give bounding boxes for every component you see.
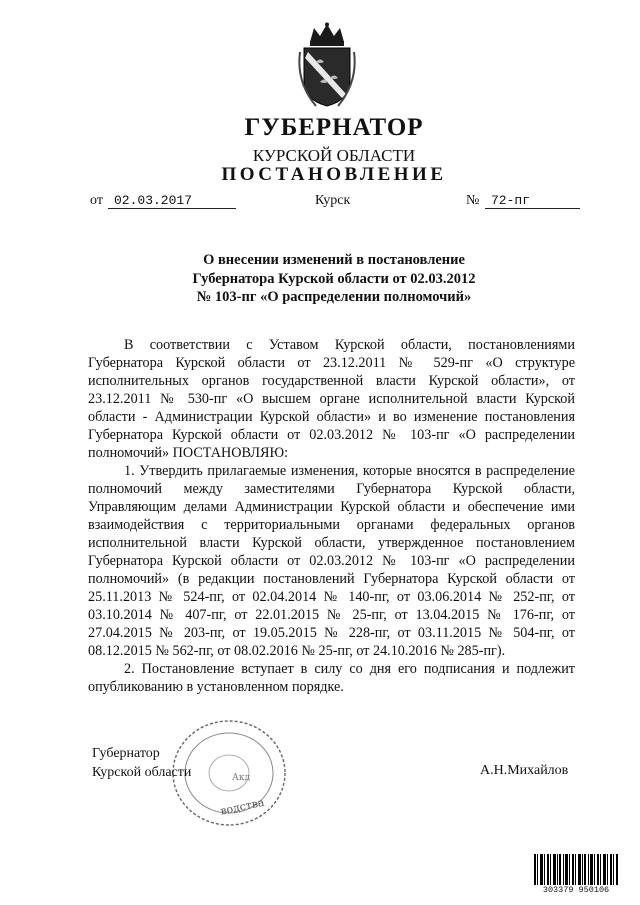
heading-line: Губернатора Курской области от 02.03.2012 [192,270,476,287]
svg-text:Акд: Акд [232,773,250,783]
item-1-paragraph: 1. Утвердить прилагаемые изменения, которые вносятся в распределение полномочий между заместителями Губернатора Курской области, Управляющим делами Администрации Курской области и обеспечение ими взаимодействия с территориальными органами федеральных органов исполнительной власти Курской области, утвержденное постановлением Губернатора Курской области от 02.03.2012 № 103-пг «О распределении полномочий» (в редакции постановлений Губернатора Курской области от 25.11.2013 № 524-пг, от 02.04.2014 № 140-пг, от 03.06.2014 № 252-пг, от 03.10.2014 № 407-пг, от 22.01.2015 № 25-пг, от 13.04.2015 № 176-пг, от 27.04.2015 № 203-пг, от 19.05.2015 № 228-пг, от 03.11.2015 № 504-пг, от 08.12.2015 № 562-пг, от 08.02.2016 № 25-пг, от 24.10.2016 № 285-пг). [88,463,575,659]
document-heading [14,251,640,307]
item-2-paragraph: 2. Постановление вступает в силу со дня его подписания и подлежит опубликованию в установленном порядке. [88,661,575,695]
document-body [88,336,575,696]
city-name: Курск [315,193,351,208]
document-authority-title: ГУБЕРНАТОР [244,114,424,141]
date-label: от [90,193,103,208]
signatory-title-line: Курской области [92,765,192,780]
heading-line: № 103-пг «О распределении полномочий» [196,289,472,305]
heading-line: О внесении изменений в постановление [203,252,465,268]
intro-paragraph: В соответствии с Уставом Курской области, постановлениями Губернатора Курской области от 23.12.2011 № 529-пг «О структуре исполнительных органов государственной власти Курской области», от 23.12.2011 № 530-пг «О высшем органе исполнительной власти Курской области - Администрации Курской области» и во изменение постановления Губернатора Курской области от 02.03.2012 № 103-пг «О распределении полномочий» ПОСТАНОВЛЯЮ: [88,337,575,461]
number-label: № [466,193,480,208]
number-value: 72-пг [485,193,580,209]
signatory-title [92,744,191,782]
coat-of-arms-emblem [296,22,358,108]
svg-text:водства: водства [219,795,266,818]
date-value: 02.03.2017 [108,193,236,209]
signatory-name: А.Н.Михайлов [480,763,569,778]
document-type: ПОСТАНОВЛЕНИЕ [221,164,447,185]
signatory-title-line: Губернатор [92,746,160,761]
document-region: КУРСКОЙ ОБЛАСТИ [252,146,416,165]
barcode-number: 303379 950106 [533,885,619,895]
